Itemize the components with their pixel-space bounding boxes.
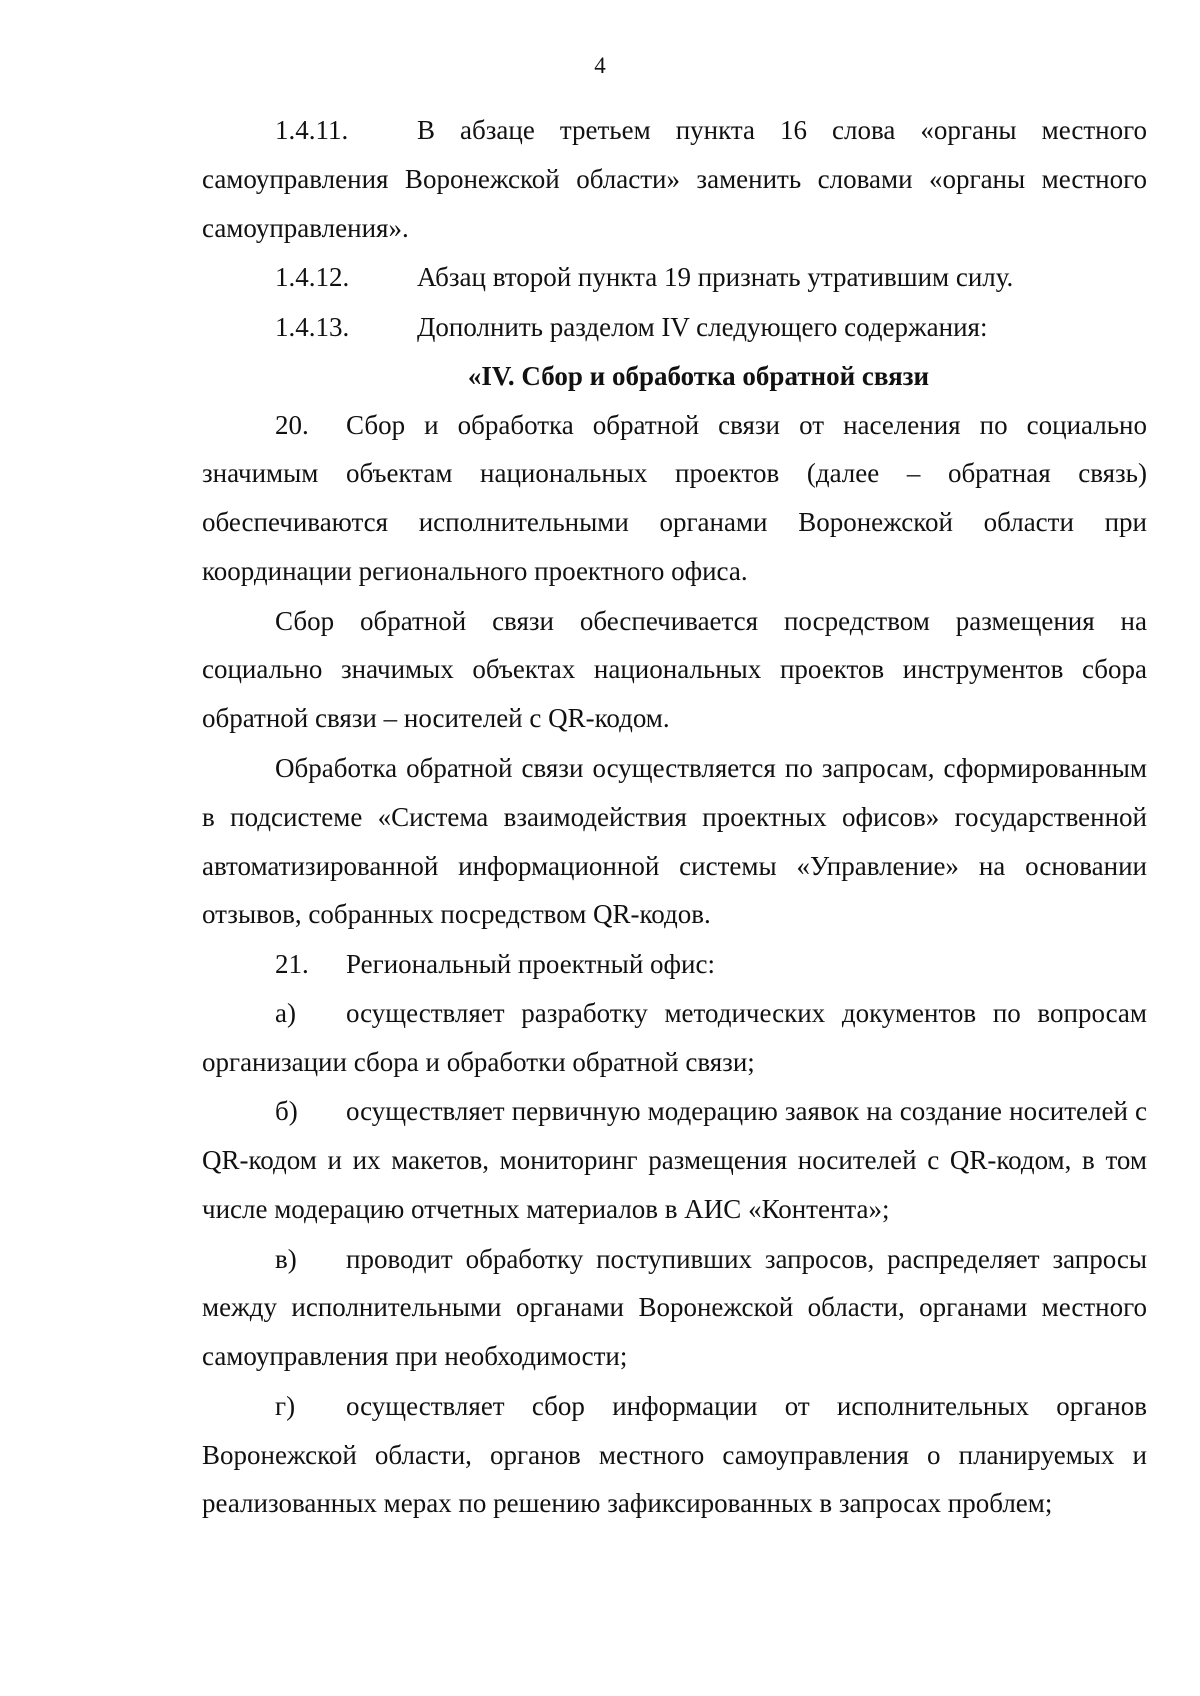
subitem-text: осуществляет разработку методических документов по вопросам организации сбора и обработки обратной связи; — [202, 997, 1147, 1077]
paragraph-21 — [202, 940, 1147, 989]
item-1-4-13 — [202, 303, 1147, 352]
item-number: 1.4.11. — [275, 115, 349, 145]
item-1-4-11 — [202, 106, 1147, 252]
item-text: Абзац второй пункта 19 признать утратившим силу. — [417, 262, 1014, 293]
subitem-text: осуществляет сбор информации от исполнительных органов Воронежской области, органов местного самоуправления о планируемых и реализованных мерах по решению зафиксированных в запросах проблем; — [202, 1390, 1147, 1519]
paragraph-text: Сбор и обработка обратной связи от населения по социально значимым объектам национальных проектов (далее – обратная связь) обеспечиваются исполнительными органами Воронежской области при координации регионального проектного офиса. — [202, 409, 1147, 586]
subitem-letter: б) — [275, 1096, 298, 1127]
subitem-text: проводит обработку поступивших запросов, распределяет запросы между исполнительными органами Воронежской области, органами местного самоуправления при необходимости; — [202, 1243, 1147, 1372]
subitem-text: осуществляет первичную модерацию заявок на создание носителей с QR-кодом и их макетов, мониторинг размещения носителей с QR-кодом, в том числе модерацию отчетных материалов в АИС «Контента»; — [202, 1096, 1147, 1224]
paragraph-20-collection: Сбор обратной связи обеспечивается посредством размещения на социально значимых объектах национальных проектов инструментов сбора обратной связи – носителей с QR-кодом. — [202, 605, 1147, 734]
paragraph-number: 20. — [275, 409, 309, 440]
item-text: Дополнить разделом IV следующего содержания: — [417, 311, 988, 342]
paragraph-20-processing: Обработка обратной связи осуществляется по запросам, сформированным в подсистеме «Система взаимодействия проектных офисов» государственной автоматизированной информационной системы «Управление» на основании отзывов, собранных посредством QR-кодов. — [202, 752, 1147, 930]
paragraph-number: 21. — [275, 949, 309, 979]
item-text: В абзаце третьем пункта 16 слова «органы местного самоуправления Воронежской области» заменить словами «органы местного самоуправления». — [202, 115, 1147, 243]
page-number: 4 — [594, 53, 606, 78]
item-number: 1.4.13. — [275, 311, 350, 342]
section-heading: «IV. Сбор и обработка обратной связи — [467, 360, 930, 391]
paragraph-text: Региональный проектный офис: — [346, 949, 715, 979]
subitem-g — [202, 1382, 1147, 1528]
subitem-letter: а) — [275, 997, 296, 1028]
subitem-v — [202, 1235, 1147, 1381]
subitem-b — [202, 1087, 1147, 1233]
subitem-letter: г) — [275, 1390, 296, 1421]
item-1-4-12 — [202, 253, 1147, 302]
subitem-letter: в) — [275, 1243, 297, 1274]
document-body — [202, 106, 1147, 1528]
subitem-a — [202, 989, 1147, 1087]
paragraph-20 — [202, 401, 1147, 596]
item-number: 1.4.12. — [275, 262, 350, 293]
